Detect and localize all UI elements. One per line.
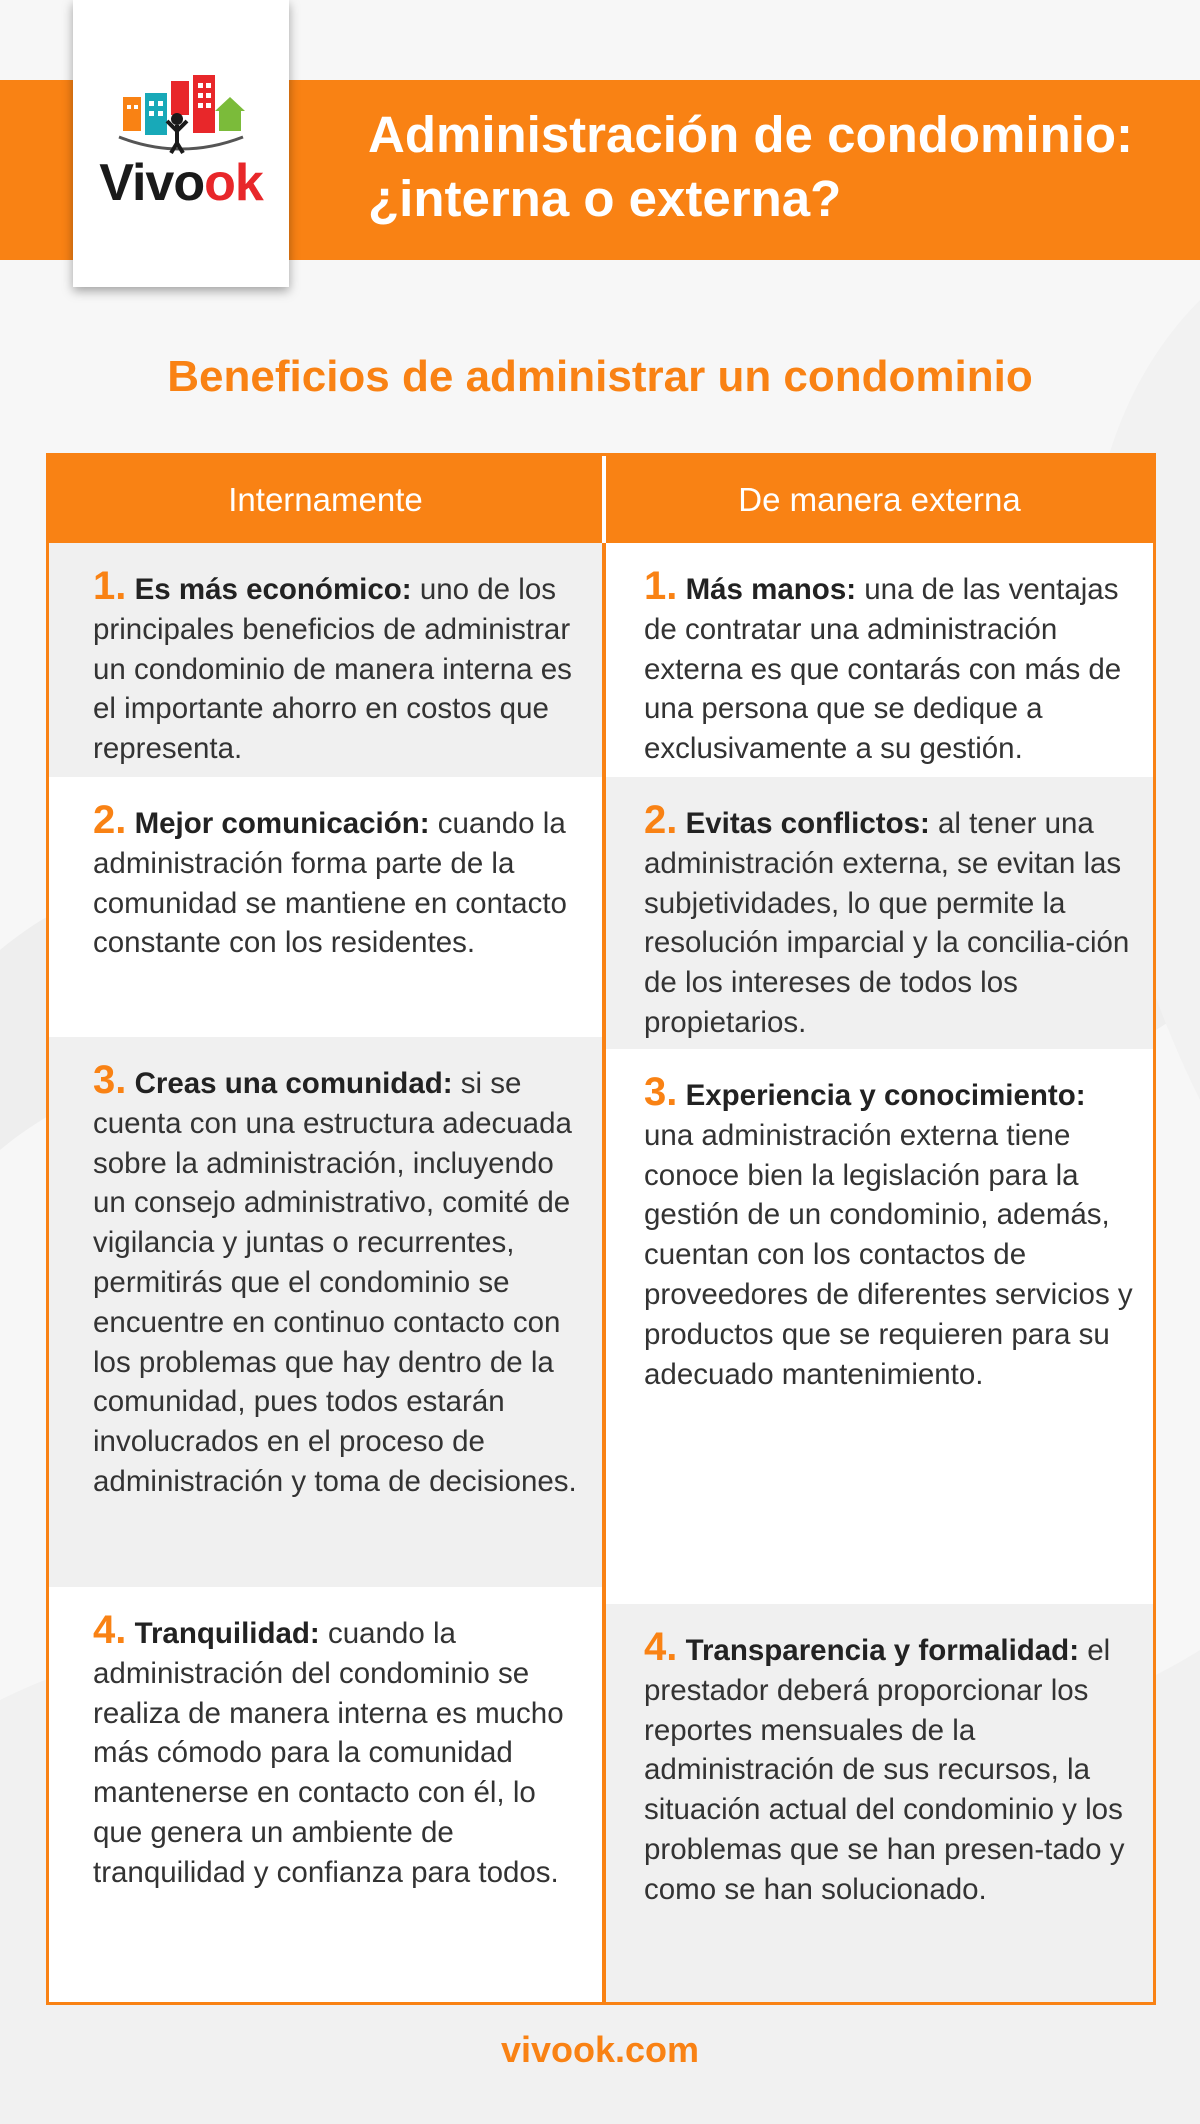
comparison-table bbox=[46, 453, 1156, 2005]
header-divider bbox=[602, 456, 606, 543]
page-title bbox=[368, 103, 1178, 231]
column-divider bbox=[602, 456, 606, 2002]
external-item-2: 2. Evitas conflictos: al tener una administración externa, se evitan las subjetividades, lo que permite la resolución imparcial y la concilia-ción de los intereses de todos los propietarios. bbox=[606, 777, 1153, 1049]
footer-url[interactable]: vivook.com bbox=[500, 2029, 700, 2070]
title-line-1: Administración de condominio: bbox=[368, 106, 1134, 163]
section-title: Beneficios de administrar un condominio bbox=[167, 352, 1033, 401]
column-header-external: De manera externa bbox=[606, 456, 1153, 543]
external-item-1: 1. Más manos: una de las ventajas de contratar una administración externa es que contarás con más de una persona que se dedique a exclusivamente a su gestión. bbox=[606, 543, 1153, 777]
internal-item-1: 1. Es más económico: uno de los principales beneficios de administrar un condominio de manera interna es el importante ahorro en costos que representa. bbox=[49, 543, 602, 777]
column-header-internal: Internamente bbox=[49, 456, 602, 543]
logo-wordmark: Vivook bbox=[99, 154, 263, 212]
internal-item-3: 3. Creas una comunidad: si se cuenta con una estructura adecuada sobre la administración, incluyendo un consejo administrativo, comité de vigilancia y juntas o recurrentes, permitirás que el condominio se encuentre en continuo contacto con los problemas que hay dentro de la comunidad, pues todos estarán involucrados en el proceso de administración y toma de decisiones. bbox=[49, 1037, 602, 1587]
external-column bbox=[606, 456, 1153, 2002]
external-item-4: 4. Transparencia y formalidad: el prestador deberá proporcionar los reportes mensuales de la administración de sus recursos, la situación actual del condominio y los problemas que se han presen-tado y como se han solucionado. bbox=[606, 1604, 1153, 2002]
logo bbox=[73, 0, 289, 287]
internal-item-4: 4. Tranquilidad: cuando la administración del condominio se realiza de manera interna es mucho más cómodo para la comunidad mantenerse en contacto con él, lo que genera un ambiente de tranquilidad y confianza para todos. bbox=[49, 1587, 602, 2002]
buildings-icon bbox=[113, 75, 249, 155]
external-item-3: 3. Experiencia y conocimiento: una administración externa tiene conoce bien la legislación para la gestión de un condominio, además, cuentan con los contactos de proveedores de diferentes servicios y productos que se requieren para su adecuado mantenimiento. bbox=[606, 1049, 1153, 1604]
internal-item-2: 2. Mejor comunicación: cuando la administración forma parte de la comunidad se mantiene en contacto constante con los residentes. bbox=[49, 777, 602, 1037]
title-line-2: ¿interna o externa? bbox=[368, 170, 842, 227]
internal-column bbox=[49, 456, 602, 2002]
